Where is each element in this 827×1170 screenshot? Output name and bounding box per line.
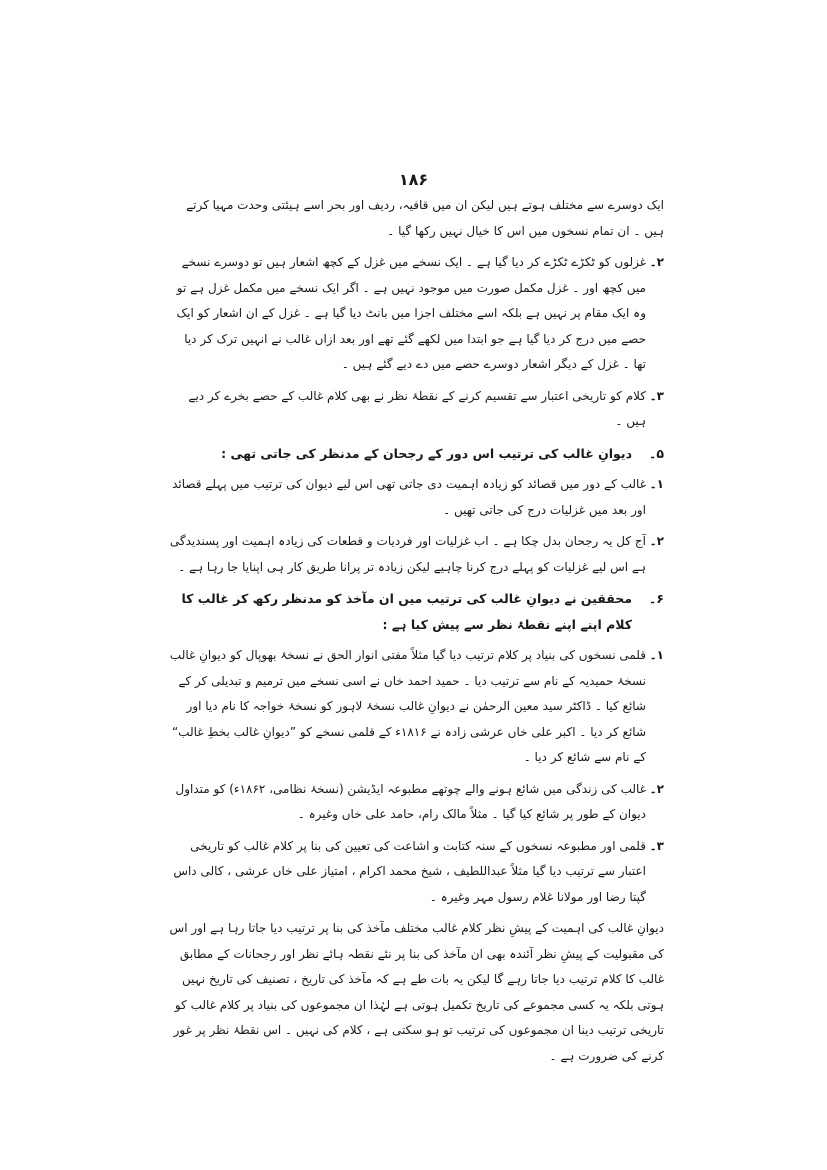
- list-item: [168, 472, 664, 523]
- intro-paragraph: ایک دوسرے سے مختلف ہوتے ہیں لیکن ان میں قافیہ، ردیف اور بحر اسے ہیئتی وحدت مہیا کرتے ہیں ۔ ان تمام نسخوں میں اس کا خیال نہیں رکھا گیا ۔: [186, 198, 664, 238]
- list-item: [168, 250, 664, 378]
- heading-text: دیوانِ غالب کی ترتیب اس دور کے رجحان کے مدنظر کی جاتی تھی :: [221, 445, 632, 461]
- list-item: [168, 777, 664, 828]
- item-text: غالب کی زندگی میں شائع ہونے والے چوتھے مطبوعہ ایڈیشن (نسخۂ نظامی، ۱۸۶۲ء) کو متداول دیوان کے طور پر شائع کیا گیا ۔ مثلاً مالک رام، حامد علی خاں وغیرہ ۔: [175, 781, 646, 821]
- item-number: ۱۔: [649, 648, 664, 662]
- item-text: قلمی نسخوں کی بنیاد پر کلام ترتیب دیا گیا مثلاً مفتی انوار الحق نے نسخۂ بھوپال کو دیوانِ غالب نسخۂ حمیدیہ کے نام سے ترتیب دیا ۔ حمید احمد خاں نے اسی نسخے میں ترمیم و تبدیلی کر کے شائع کیا ۔ ڈاکٹر سید معین الرحمٰن نے دیوانِ غالب نسخۂ لاہور کو نسخۂ خواجہ کا نام دیا اور شائع کر دیا ۔ اکبر علی خاں عرشی زادہ نے ۱۸۱۶ء کے قلمی نسخے کو ”دیوانِ غالب بخطِ غالب“ کے نام سے شائع کر دیا ۔: [169, 648, 646, 764]
- item-number: ۲۔: [649, 781, 664, 796]
- item-number: ۲۔: [649, 255, 664, 269]
- section-heading-5: [168, 441, 664, 467]
- list-item: [168, 643, 664, 771]
- item-text: قلمی اور مطبوعہ نسخوں کے سنہ کتابت و اشاعت کی تعیین کی بنا پر کلام غالب کو تاریخی اعتبار سے ترتیب دیا گیا مثلاً عبداللطیف ، شیخ محمد اکرام ، امتیاز علی خاں عرشی ، کالی داس گپتا رضا اور مولانا غلام رسول مہر وغیرہ ۔: [173, 838, 646, 904]
- item-text: آج کل یہ رجحان بدل چکا ہے ۔ اب غزلیات اور فردیات و قطعات کی زیادہ اہمیت اور پسندیدگی ہے اس لیے غزلیات کو پہلے درج کرنا چاہیے لیکن زیادہ تر پرانا طریق کار ہی اپنایا جا رہا ہے ۔: [169, 534, 646, 574]
- page-body: [168, 193, 664, 1075]
- heading-text: محققین نے دیوانِ غالب کی ترتیب میں ان مآخذ کو مدنظر رکھ کر غالب کا کلام اپنے اپنے نقطۂ نظر سے پیش کیا ہے :: [181, 591, 632, 632]
- item-text: غزلوں کو ٹکڑے ٹکڑے کر دیا گیا ہے ۔ ایک نسخے میں غزل کے کچھ اشعار ہیں تو دوسرے نسخے میں کچھ اور ۔ غزل مکمل صورت میں موجود نہیں ہے ۔ اگر ایک نسخے میں مکمل غزل ہے تو وہ ایک مقام پر نہیں ہے بلکہ اسے مختلف اجزا میں بانٹ دیا گیا ہے ۔ غزل کے ان اشعار کو ایک حصے میں درج کر دیا گیا ہے جو ابتدا میں لکھے گئے تھے اور بعد ازاں غالب نے انہیں ترک کر دیا تھا ۔ غزل کے دیگر اشعار دوسرے حصے میں دے دیے گئے ہیں ۔: [176, 255, 646, 371]
- page-number: ۱۸۶: [398, 170, 429, 189]
- closing-paragraph: دیوانِ غالب کی اہمیت کے پیشِ نظر کلام غالب مختلف مآخذ کی بنا پر ترتیب دیا جاتا رہا ہے اور اس کی مقبولیت کے پیشِ نظر آئندہ بھی ان مآخذ کی بنا پر نئے نقطہ ہائے نظر اور رجحانات کے مطابق غالب کا کلام ترتیب دیا جاتا رہے گا لیکن یہ بات طے ہے کہ مآخذ کی تاریخ ، تصنیف کی تاریخ نہیں ہوتی بلکہ یہ کسی مجموعے کی تاریخ تکمیل ہوتی ہے لہٰذا ان مجموعوں کی بنیاد پر کلام غالب کو تاریخی ترتیب دینا ان مجموعوں کی ترتیب تو ہو سکتی ہے ، کلام کی نہیں ۔ اس نقطۂ نظر پر غور کرنے کی ضرورت ہے ۔: [169, 921, 664, 1063]
- list-item: [168, 529, 664, 580]
- item-number: ۲۔: [649, 534, 664, 548]
- item-number: ۳۔: [649, 838, 664, 853]
- heading-number: ۵۔: [649, 445, 664, 461]
- heading-number: ۶۔: [649, 591, 664, 606]
- list-item: [168, 384, 664, 435]
- item-text: کلام کو تاریخی اعتبار سے تقسیم کرنے کے نقطۂ نظر نے بھی کلام غالب کے حصے بخرے کر دیے ہیں ۔: [188, 388, 646, 428]
- item-text: غالب کے دور میں قصائد کو زیادہ اہمیت دی جاتی تھی اس لیے دیوان کی ترتیب میں پہلے قصائد اور بعد میں غزلیات درج کی جاتی تھیں ۔: [172, 477, 646, 517]
- item-number: ۱۔: [649, 477, 664, 491]
- item-number: ۳۔: [649, 388, 664, 403]
- list-item: [168, 834, 664, 911]
- section-heading-6: [168, 586, 664, 637]
